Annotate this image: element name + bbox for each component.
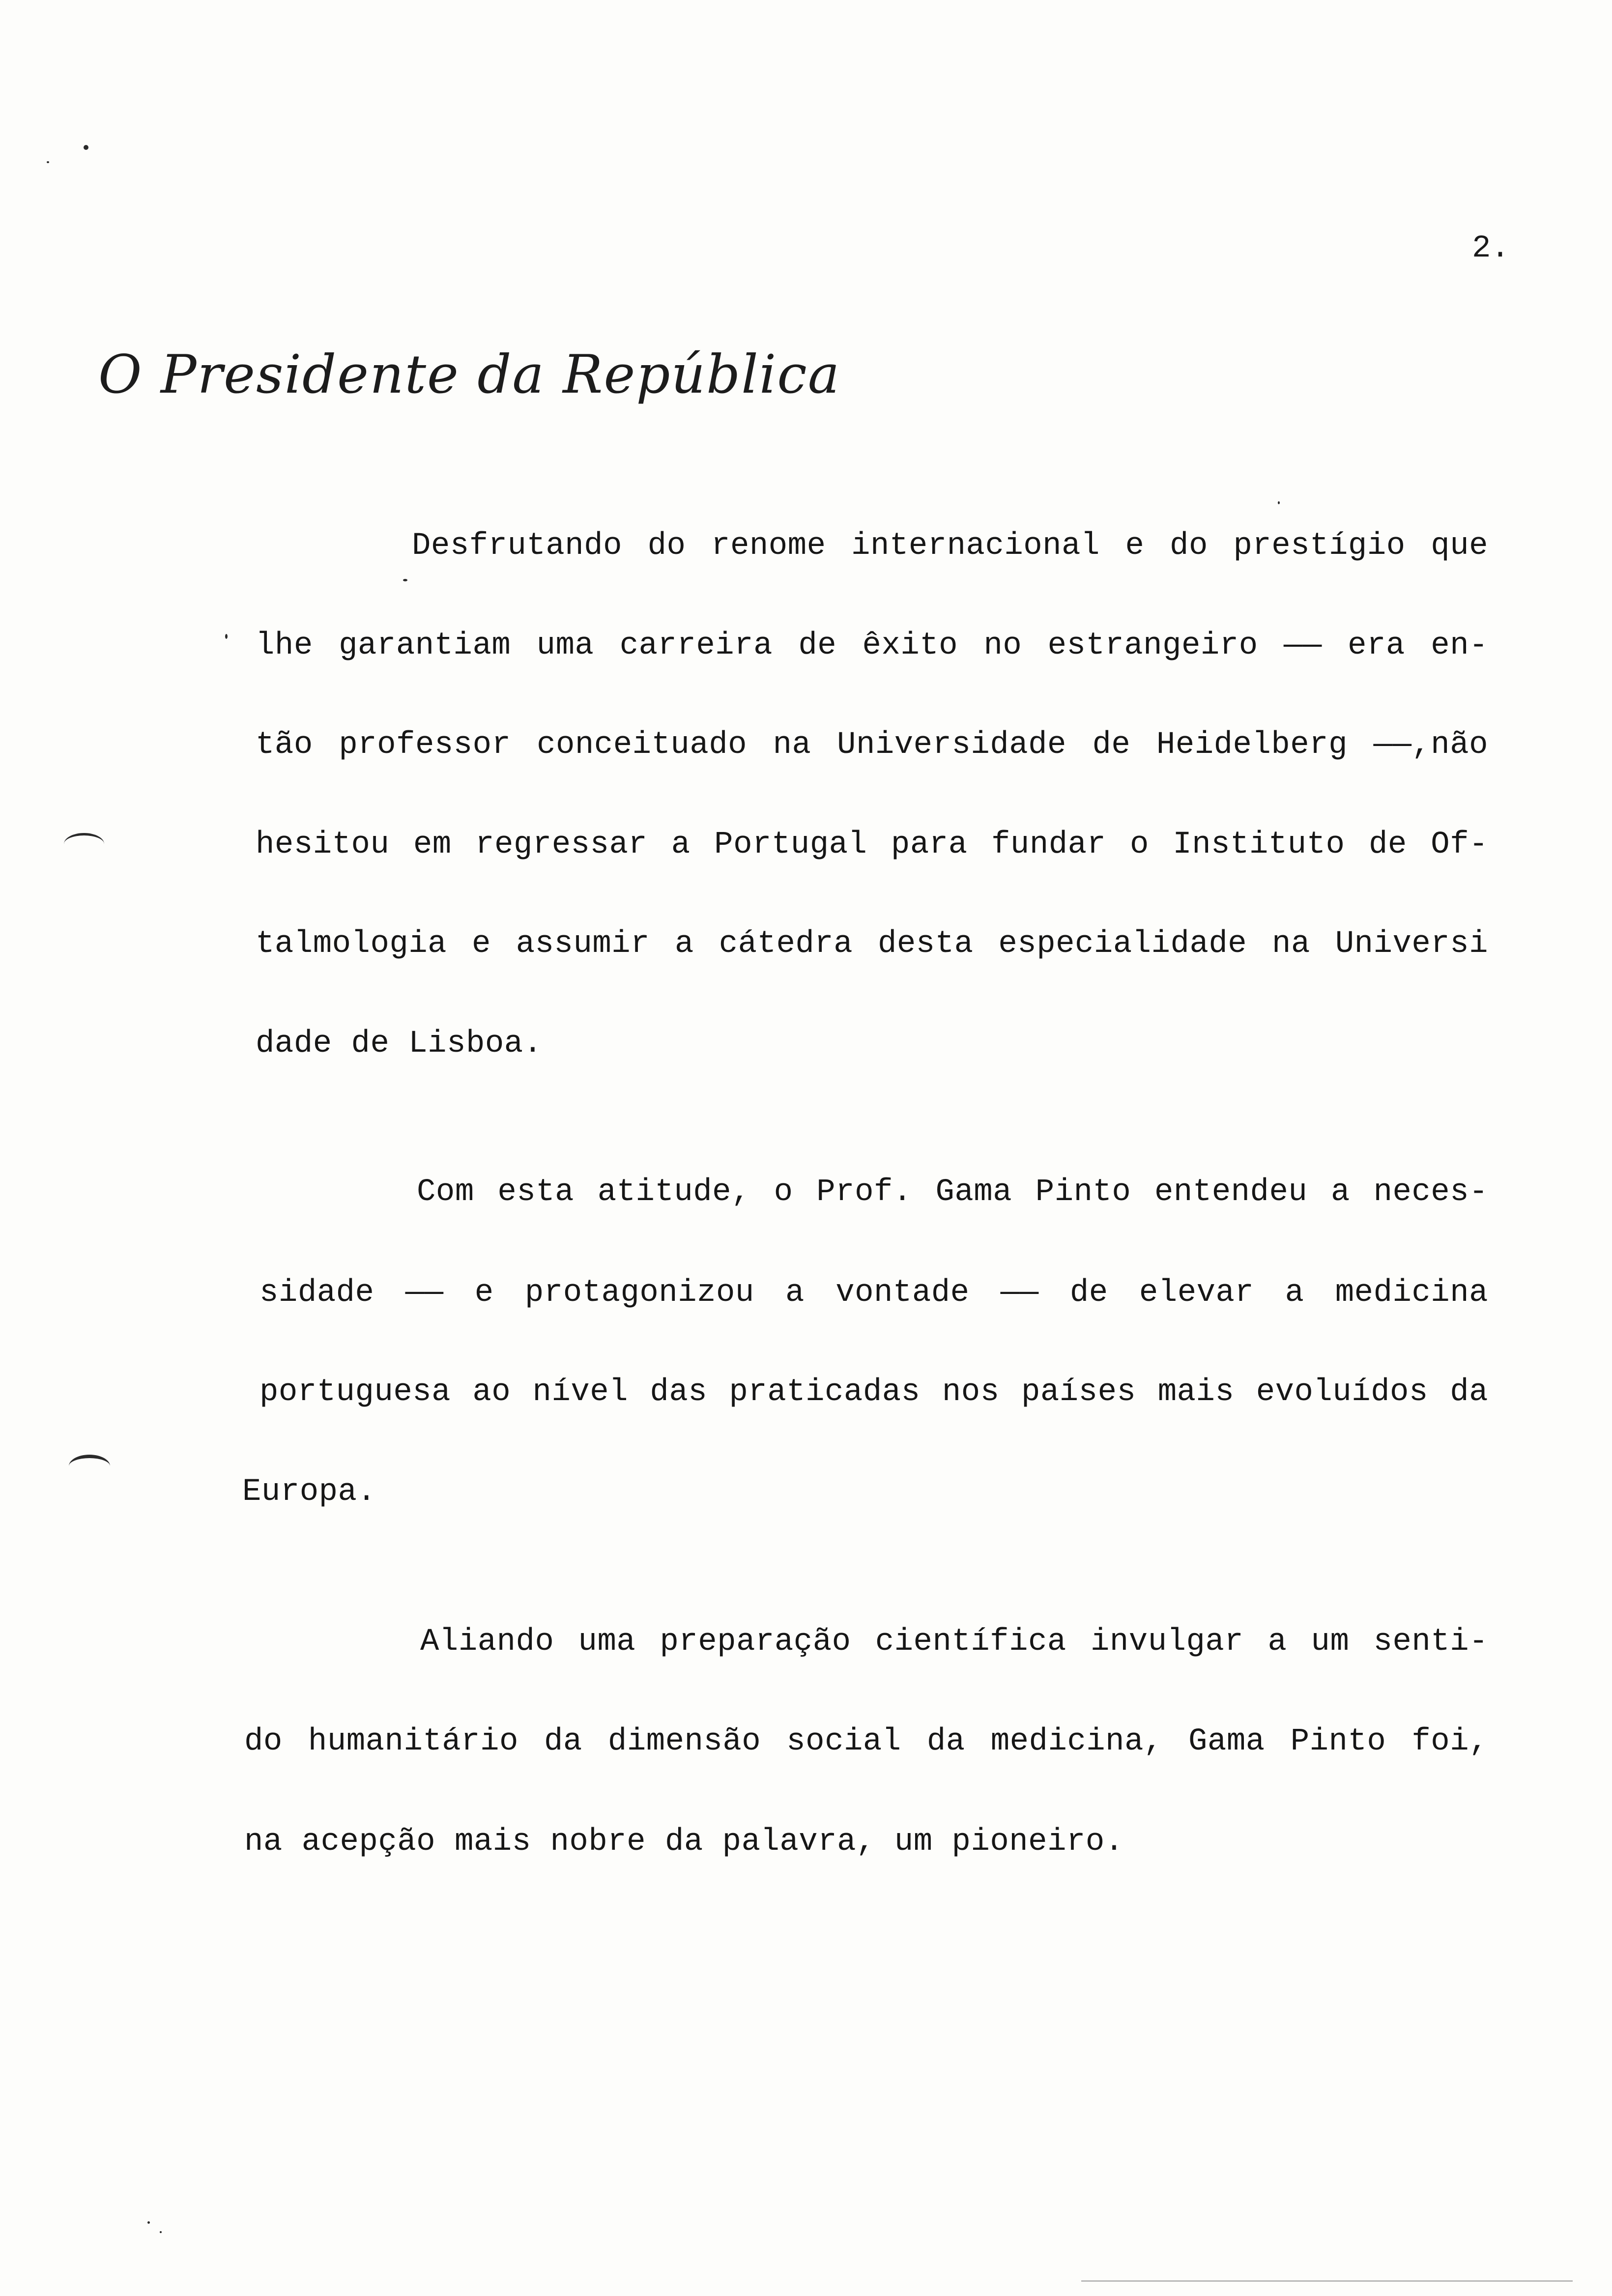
- paragraph-1-line-1: Desfrutando do renome internacional e do prestígio que: [412, 528, 1488, 564]
- paragraph-1-line-6: dade de Lisboa.: [256, 1026, 543, 1062]
- paragraph-2-line-3: portuguesa ao nível das praticadas nos países mais evoluídos da: [259, 1375, 1488, 1410]
- page-number: 2.: [1472, 231, 1510, 266]
- paragraph-2-line-1: Com esta atitude, o Prof. Gama Pinto entendeu a neces-: [417, 1175, 1488, 1210]
- scan-speck: [47, 161, 49, 163]
- paragraph-2-line-4: Europa.: [242, 1474, 376, 1510]
- scan-speck: [147, 2221, 150, 2224]
- paragraph-1-line-4: hesitou em regressar a Portugal para fundar o Instituto de Of-: [256, 827, 1488, 862]
- letterhead-title: O Presidente da República: [98, 344, 841, 405]
- scan-bottom-edge: [1081, 2280, 1573, 2282]
- paragraph-3-line-3: na acepção mais nobre da palavra, um pioneiro.: [244, 1824, 1124, 1860]
- scan-speck: [403, 579, 407, 581]
- punch-hole-mark-lower: [69, 1455, 110, 1478]
- paragraph-1-line-3: tão professor conceituado na Universidade de Heidelberg ——,não: [256, 727, 1488, 763]
- scan-speck: [84, 145, 88, 150]
- paragraph-2-line-2: sidade —— e protagonizou a vontade —— de elevar a medicina: [259, 1275, 1488, 1311]
- paragraph-3-line-1: Aliando uma preparação científica invulgar a um senti-: [420, 1624, 1488, 1660]
- paragraph-1-line-2: lhe garantiam uma carreira de êxito no estrangeiro —— era en-: [256, 628, 1488, 663]
- scan-speck: [1278, 501, 1280, 504]
- paragraph-3-line-2: do humanitário da dimensão social da medicina, Gama Pinto foi,: [244, 1724, 1488, 1759]
- paragraph-1-line-5: talmologia e assumir a cátedra desta especialidade na Universi: [256, 926, 1488, 962]
- punch-hole-mark-upper: [64, 833, 104, 855]
- scan-speck: [160, 2231, 162, 2233]
- scan-speck: [225, 634, 228, 639]
